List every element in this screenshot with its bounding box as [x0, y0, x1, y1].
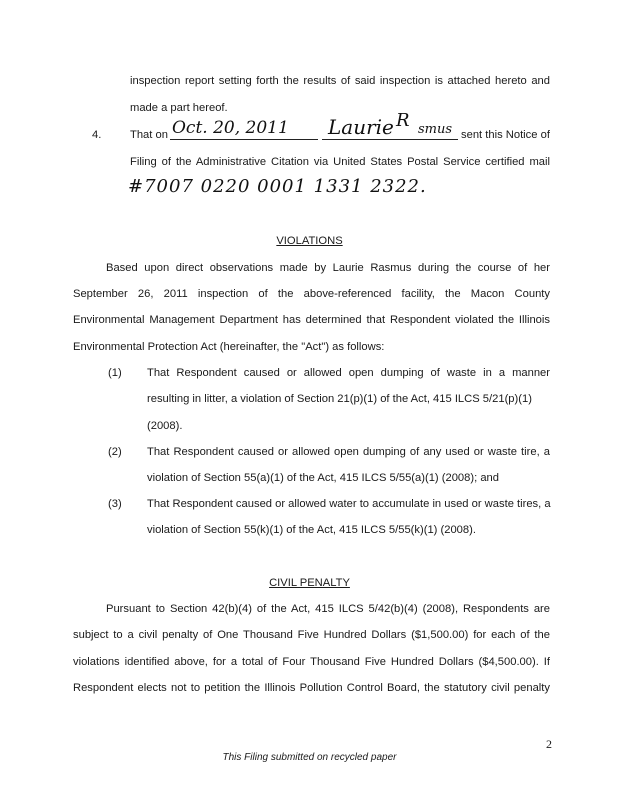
civil-penalty-line-1: Pursuant to Section 42(b)(4) of the Act, 415 ILCS 5/42(b)(4) (2008), Respondents are — [106, 603, 550, 615]
handwritten-initial: R — [396, 110, 410, 131]
page-number: 2 — [546, 737, 552, 751]
violation-1-line-3: (2008). — [147, 420, 183, 432]
violation-1-line-2: resulting in litter, a violation of Section 21(p)(1) of the Act, 415 ILCS 5/21(p)(1) — [147, 393, 532, 405]
civil-penalty-line-4: Respondent elects not to petition the Illinois Pollution Control Board, the statutory civil penalty — [73, 682, 550, 694]
civil-penalty-line-2: subject to a civil penalty of One Thousand Five Hundred Dollars ($1,500.00) for each of the — [73, 629, 550, 641]
item-4-line-2: Filing of the Administrative Citation via United States Postal Service certified mail — [130, 156, 550, 168]
item-4-prefix: That on — [130, 129, 168, 141]
violation-3-number: (3) — [108, 498, 122, 510]
item-4-number: 4. — [92, 129, 102, 141]
civil-penalty-heading: CIVIL PENALTY — [269, 577, 350, 589]
handwritten-name: Laurie — [328, 115, 394, 139]
violation-2-line-1: That Respondent caused or allowed open dumping of any used or waste tire, a — [147, 446, 550, 458]
handwritten-date: Oct. 20, 2011 — [172, 118, 289, 138]
intro-line-1: inspection report setting forth the results of said inspection is attached hereto and — [130, 75, 550, 87]
violation-2-number: (2) — [108, 446, 122, 458]
item-4-suffix: sent this Notice of — [461, 129, 550, 141]
violation-2-line-2: violation of Section 55(a)(1) of the Act, 415 ILCS 5/55(a)(1) (2008); and — [147, 472, 499, 484]
violation-3-line-1: That Respondent caused or allowed water to accumulate in used or waste tires, a — [147, 498, 551, 510]
handwritten-certified-number: #7007 0220 0001 1331 2322. — [128, 176, 427, 197]
violations-para-line-2: September 26, 2011 inspection of the above-referenced facility, the Macon County — [73, 288, 550, 300]
civil-penalty-line-3: violations identified above, for a total of Four Thousand Five Hundred Dollars ($4,500.00). If — [73, 656, 550, 668]
violations-para-line-3: Environmental Management Department has determined that Respondent violated the Illinois — [73, 314, 550, 326]
intro-line-2: made a part hereof. — [130, 102, 228, 114]
handwritten-name-tail: smus — [418, 122, 453, 137]
violation-1-number: (1) — [108, 367, 122, 379]
recycled-paper-note: This Filing submitted on recycled paper — [222, 752, 397, 763]
violation-3-line-2: violation of Section 55(k)(1) of the Act, 415 ILCS 5/55(k)(1) (2008). — [147, 524, 476, 536]
violations-para-line-1: Based upon direct observations made by Laurie Rasmus during the course of her — [106, 262, 550, 274]
violation-1-line-1: That Respondent caused or allowed open dumping of waste in a manner — [147, 367, 550, 379]
violations-heading: VIOLATIONS — [276, 235, 343, 247]
violations-para-line-4: Environmental Protection Act (hereinafter, the "Act") as follows: — [73, 341, 385, 353]
